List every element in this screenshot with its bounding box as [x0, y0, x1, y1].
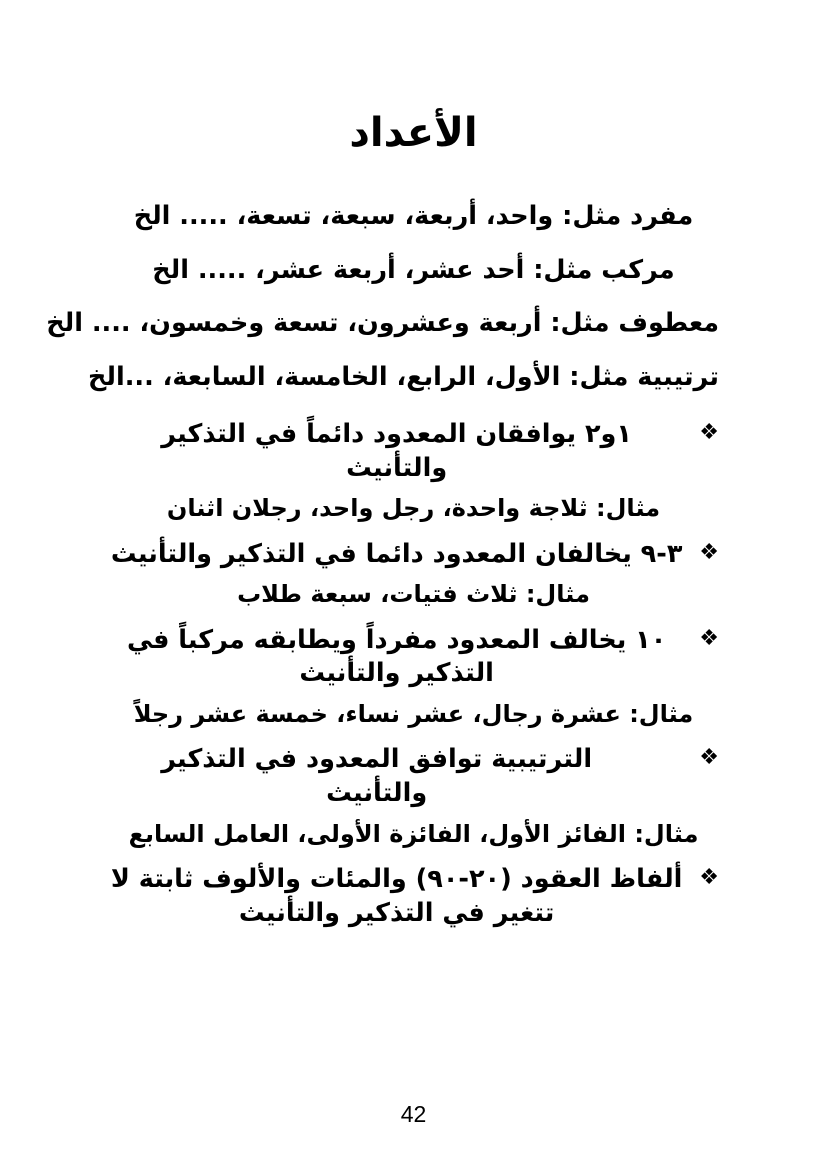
rule-text-4: الترتيبية توافق المعدود في التذكير والتأنيث	[161, 744, 593, 809]
rule-item-5	[108, 863, 719, 930]
rule-text-2: ٣-٩ يخالفان المعدود دائما في التذكير والتأنيث	[110, 538, 683, 569]
rule-item-2	[108, 538, 719, 572]
intro-line-conjoined: معطوف مثل: أربعة وعشرون، تسعة وخمسون، .... الخ	[46, 308, 719, 338]
rule-item-4	[108, 743, 719, 810]
rule-example-1: مثال: ثلاجة واحدة، رجل واحد، رجلان اثنان	[166, 494, 661, 523]
rule-example-2: مثال: ثلاث فتيات، سبعة طلاب	[237, 580, 590, 609]
diamond-bullet-icon: ❖	[699, 865, 719, 891]
diamond-bullet-icon: ❖	[699, 420, 719, 445]
diamond-bullet-icon: ❖	[699, 745, 719, 771]
diamond-bullet-icon: ❖	[699, 625, 719, 651]
page-title: الأعداد	[349, 110, 478, 156]
rule-text-5: ألفاظ العقود (٢٠-٩٠) والمئات والألوف ثابتة لا تتغير في التذكير والتأنيث	[110, 864, 683, 928]
rule-text-1: ١و٢ يوافقان المعدود دائماً في التذكير والتأنيث	[161, 419, 632, 483]
rule-item-1	[108, 418, 719, 485]
rule-text-3: ١٠ يخالف المعدود مفرداً ويطابقه مركباً في التذكير والتأنيث	[126, 624, 667, 689]
rule-example-4: مثال: الفائز الأول، الفائزة الأولى، العامل السابع	[128, 819, 699, 848]
rule-item-3	[108, 624, 719, 691]
intro-line-singular: مفرد مثل: واحد، أربعة، سبعة، تسعة، ..... الخ	[133, 201, 694, 231]
intro-line-compound: مركب مثل: أحد عشر، أربعة عشر، ..... الخ	[152, 254, 675, 285]
diamond-bullet-icon: ❖	[699, 539, 719, 565]
page-number: 42	[400, 1101, 427, 1127]
rule-example-3: مثال: عشرة رجال، عشر نساء، خمسة عشر رجلاً	[133, 700, 694, 729]
intro-line-ordinal: ترتيبية مثل: الأول، الرابع، الخامسة، السابعة، ...الخ	[88, 361, 719, 392]
